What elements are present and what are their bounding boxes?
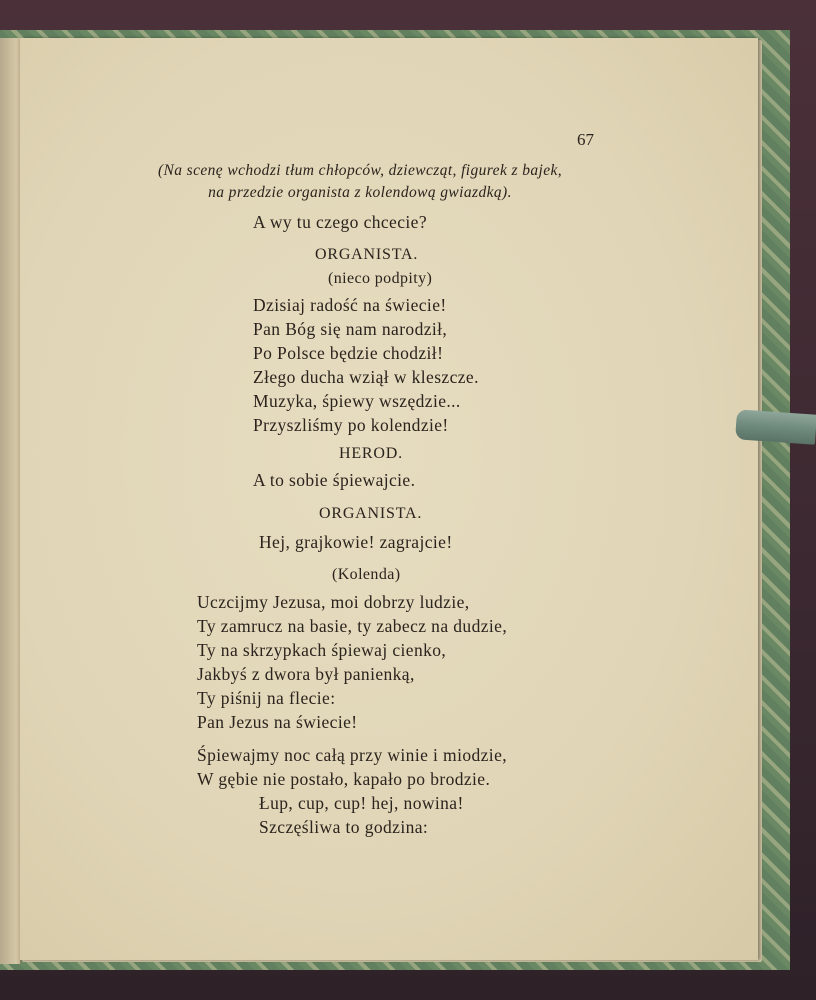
verse-line: Muzyka, śpiewy wszędzie...	[253, 391, 461, 411]
speaker-name: HEROD.	[339, 445, 403, 462]
song-line: Ty piśnij na flecie:	[197, 688, 336, 708]
speaker-name: ORGANISTA.	[319, 505, 423, 522]
verse-line: Złego ducha wziął w kleszcze.	[253, 367, 479, 387]
stage-note: (Kolenda)	[332, 566, 401, 583]
stage-note: (nieco podpity)	[328, 270, 433, 287]
song-line: Ty na skrzypkach śpiewaj cienko,	[197, 640, 447, 660]
verse-line: Przyszliśmy po kolendzie!	[253, 415, 449, 435]
dialogue-line: A to sobie śpiewajcie.	[253, 470, 416, 490]
song-line: Szczęśliwa to godzina:	[259, 817, 429, 837]
stage-direction	[100, 160, 620, 204]
verse-line: Po Polsce będzie chodził!	[253, 343, 444, 363]
song-line: Ty zamrucz na basie, ty zabecz na dudzie,	[197, 616, 508, 636]
stage-direction-line: na przedzie organista z kolendową gwiazdką).	[208, 184, 512, 201]
stage-direction-line: (Na scenę wchodzi tłum chłopców, dziewcząt, figurek z bajek,	[157, 162, 563, 179]
verse-line: Pan Bóg się nam narodził,	[253, 319, 448, 339]
song-line: Śpiewajmy noc całą przy winie i miodzie,	[197, 745, 508, 765]
song-line: Jakbyś z dwora był panienką,	[197, 664, 415, 684]
speaker-name: ORGANISTA.	[315, 246, 419, 263]
page-number: 67	[577, 130, 594, 149]
song-line: Łup, cup, cup! hej, nowina!	[259, 793, 464, 813]
song-line: Pan Jezus na świecie!	[197, 712, 358, 732]
bookmark-ribbon	[735, 409, 816, 445]
verse-line: Dzisiaj radość na świecie!	[253, 295, 447, 315]
dialogue-line: Hej, grajkowie! zagrajcie!	[259, 532, 453, 552]
song-line: Uczcijmy Jezusa, moi dobrzy ludzie,	[197, 592, 470, 612]
dialogue-line: A wy tu czego chcecie?	[253, 212, 427, 232]
left-page-edge	[0, 38, 21, 964]
song-line: W gębie nie postało, kapało po brodzie.	[197, 769, 491, 789]
